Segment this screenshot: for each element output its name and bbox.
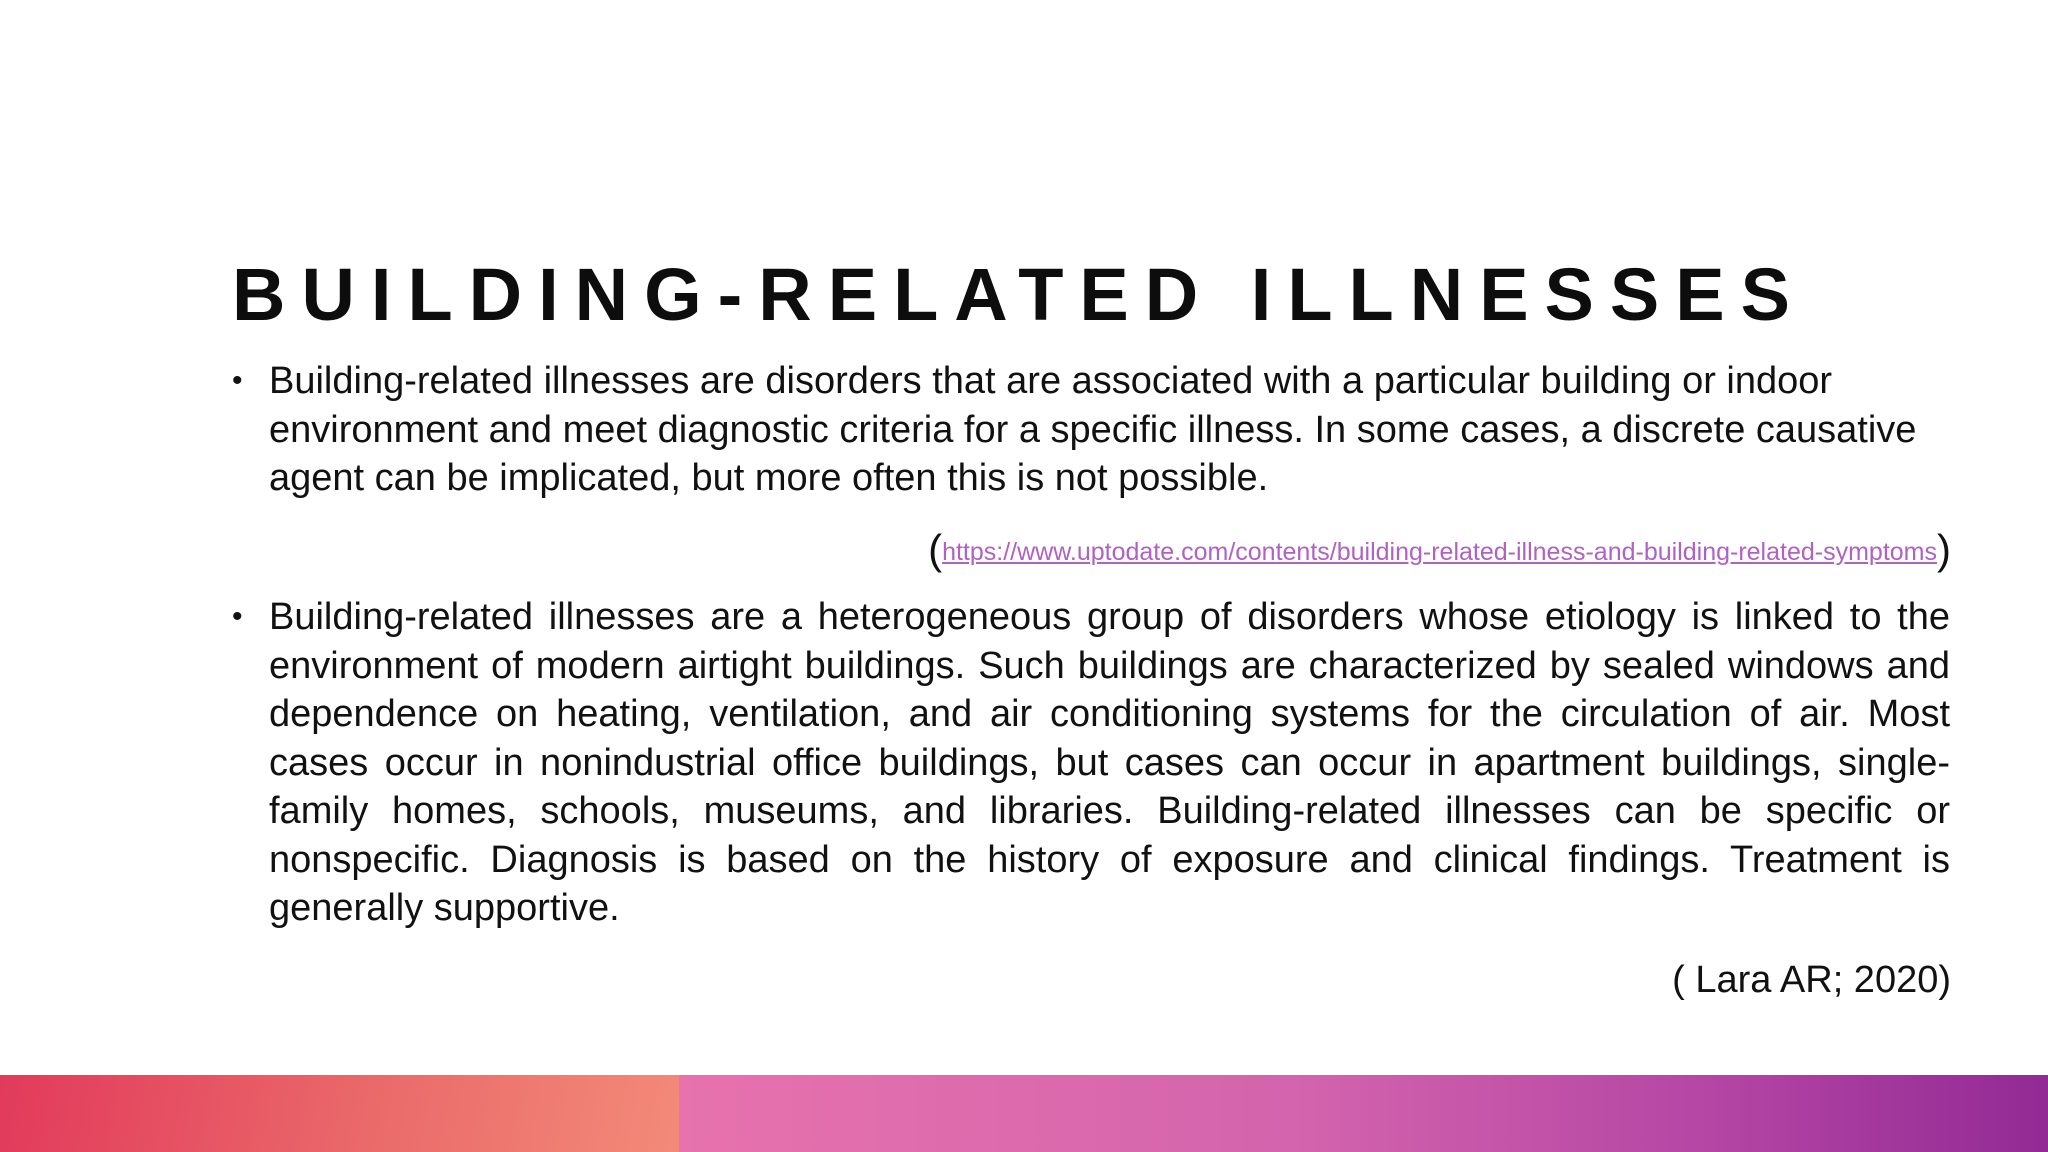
- source-link[interactable]: https://www.uptodate.com/contents/building-related-illness-and-building-related-symptoms: [942, 538, 1937, 566]
- footer-decoration-band: [0, 1075, 2048, 1152]
- bullet-text: Building-related illnesses are disorders that are associated with a particular building or indoor environment and meet diagnostic criteria for a specific illness. In some cases, a discrete causative agent can be implicated, but more often this is not possible.: [269, 360, 1917, 499]
- open-paren: (: [928, 526, 943, 573]
- bullet-text: Building-related illnesses are a heterogeneous group of disorders whose etiology is linked to the environment of modern airtight buildings. Such buildings are characterized by sealed windows and dependence on heating, ventilation, and air conditioning systems for the circulation of air. Most cases occur in nonindustrial office buildings, but cases can occur in apartment buildings, single-family homes, schools, museums, and libraries. Building-related illnesses can be specific or nonspecific. Diagnosis is based on the history of exposure and clinical findings. Treatment is generally supportive.: [269, 596, 1950, 929]
- bullet-item: [232, 593, 1950, 933]
- footer-band-right: [679, 1075, 2048, 1152]
- bullet-icon: •: [232, 364, 243, 397]
- close-paren: ): [1937, 526, 1951, 573]
- bullet-icon: •: [232, 600, 243, 633]
- source-citation: ( Lara AR; 2020): [1672, 959, 1951, 1001]
- footer-band-left: [0, 1075, 679, 1152]
- source-citation-link-line: [928, 522, 1951, 580]
- slide-title: BUILDING-RELATED ILLNESSES: [232, 253, 1806, 336]
- bullet-item: [232, 357, 1950, 503]
